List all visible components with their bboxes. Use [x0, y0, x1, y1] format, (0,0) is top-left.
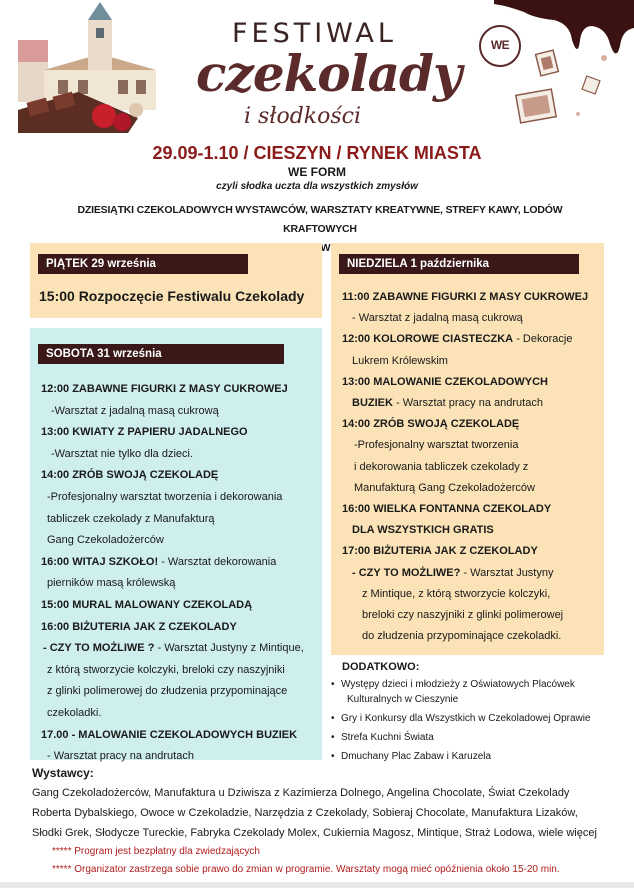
schedule-line [342, 373, 548, 391]
schedule-line-title: 17.00 - MALOWANIE CZEKOLADOWYCH BUZIEK [41, 728, 298, 741]
sunday-heading: NIEDZIELA 1 października [339, 254, 579, 274]
schedule-line-text: Gang Czekoladożerców [47, 534, 164, 547]
tagline: czyli słodka uczta dla wszystkich zmysłów [216, 181, 418, 192]
schedule-line [47, 682, 287, 700]
schedule-line-title: 16:00 WIELKA FONTANNA CZEKOLADY [342, 503, 552, 515]
friday-opening: 15:00 Rozpoczęcie Festiwalu Czekolady [39, 288, 305, 304]
note-free: ***** Program jest bezpłatny dla zwiedzających [52, 846, 260, 857]
schedule-line-text: breloki czy naszyjniki z glinki polimerowej [362, 609, 564, 621]
schedule-line [51, 445, 193, 463]
exhibitors-line: Słodki Grek, Słodycze Tureckie, Fabryka Czekolady Molex, Cukiernia Magosz, Mintique, Straż Lodowa, wiele więcej [32, 827, 597, 839]
schedule-line-title: 17:00 BIŻUTERIA JAK Z CZEKOLADY [342, 545, 538, 558]
schedule-line-text: -Profesjonalny warsztat tworzenia [354, 439, 519, 452]
list-item: Kulturalnych w Cieszynie [347, 694, 459, 705]
additions-list [331, 677, 591, 764]
title-czekolady: czekolady [196, 44, 462, 103]
list-item: • Występy dzieci i młodzieży z Oświatowych Placówek [331, 679, 575, 690]
schedule-line [362, 606, 563, 624]
schedule-line-text: -Warsztat z jadalną masą cukrową [51, 404, 219, 417]
header [0, 0, 634, 140]
chocolate-pieces-decoration [508, 40, 618, 132]
schedule-line-title: - CZY TO MOŻLIWE? [352, 566, 461, 579]
schedule-line [47, 574, 175, 592]
schedule-line-title: 15:00 MURAL MALOWANY CZEKOLADĄ [41, 599, 253, 611]
schedule-line-text: pierników masą królewską [47, 577, 176, 590]
schedule-line [41, 553, 276, 571]
exhibitors-heading: Wystawcy: [32, 766, 94, 780]
schedule-line [354, 458, 528, 476]
schedule-line [43, 639, 304, 657]
schedule-line [47, 488, 282, 506]
schedule-line-text: - Warsztat z jadalną masą cukrową [352, 312, 523, 325]
town-hall-illustration [18, 0, 156, 133]
schedule-line [342, 288, 588, 306]
schedule-line-text: z Mintique, z którą stworzycie kolczyki, [362, 587, 551, 600]
schedule-line [47, 510, 215, 528]
bottom-border [0, 882, 634, 888]
organizer-name: WE FORM [288, 165, 346, 179]
schedule-line-text: - Warsztat Justyny z Mintique, [154, 642, 304, 655]
schedule-line-title: BUZIEK [352, 397, 393, 409]
schedule-line [51, 402, 219, 420]
exhibitors-line: Roberta Dybalskiego, Owoce w Czekoladzie, Narzędzia z Czekolady, Sobieraj Chocolate, Manufaktura Lizaków, [32, 807, 578, 819]
schedule-line [47, 704, 101, 722]
list-item: • Strefa Kuchni Świata [331, 732, 434, 743]
event-dates: 29.09-1.10 / CIESZYN / RYNEK MIASTA [152, 143, 482, 163]
schedule-line [352, 521, 494, 539]
schedule-line-text: - Warsztat pracy na andrutach [392, 397, 543, 409]
schedule-line-title: 12:00 ZABAWNE FIGURKI Z MASY CUKROWEJ [41, 383, 288, 395]
schedule-line [354, 436, 518, 454]
schedule-line-title: 16:00 WITAJ SZKOŁO! [41, 555, 159, 568]
schedule-line [41, 423, 248, 441]
schedule-line [362, 585, 550, 603]
schedule-line-text: - Warsztat pracy na andrutach [47, 750, 194, 763]
schedule-line-title: - CZY TO MOŻLIWE ? [43, 642, 155, 655]
schedule-line-text: Manufakturą Gang Czekoladożerców [354, 481, 535, 494]
schedule-line-title: 14:00 ZRÓB SWOJĄ CZEKOLADĘ [342, 418, 520, 431]
title-festiwal: FESTIWAL [232, 18, 397, 49]
exhibitors-list [32, 783, 617, 843]
schedule-line-title: DLA WSZYSTKICH GRATIS [352, 524, 494, 537]
schedule-line [352, 394, 543, 412]
schedule-line [41, 380, 288, 398]
list-item: • Gry i Konkursy dla Wszystkich w Czekoladowej Oprawie [331, 713, 591, 724]
schedule-line-text: z którą stworzycie kolczyki, breloki czy naszyjniki [47, 663, 285, 676]
schedule-line [352, 352, 448, 370]
schedule-line-text: i dekorowania tabliczek czekolady z [354, 460, 529, 473]
schedule-line-title: 13:00 MALOWANIE CZEKOLADOWYCH [342, 375, 548, 388]
schedule-line [352, 564, 553, 582]
schedule-line [41, 618, 237, 636]
schedule-line-text: -Warsztat nie tylko dla dzieci. [51, 447, 194, 460]
schedule-line [47, 747, 194, 765]
schedule-line [342, 500, 551, 518]
schedule-line-text: - Dekoracje [513, 333, 573, 346]
schedule-line [352, 309, 523, 327]
schedule-line [342, 415, 519, 433]
schedule-line [342, 542, 538, 560]
schedule-line-text: czekoladki. [47, 707, 102, 719]
saturday-heading: SOBOTA 31 września [38, 344, 284, 364]
schedule-line-text: tabliczek czekolady z Manufakturą [47, 512, 215, 525]
schedule-line-title: 16:00 BIŻUTERIA JAK Z CZEKOLADY [41, 620, 237, 633]
exhibitors-line: Gang Czekoladożerców, Manufaktura u Dziwisza z Kazimierza Dolnego, Angelina Chocolate, Świat Czekolady [32, 787, 570, 799]
schedule-line-text: z glinki polimerowej do złudzenia przypominające [47, 685, 288, 698]
schedule-line-title: 13:00 KWIATY Z PAPIERU JADALNEGO [41, 426, 248, 439]
schedule-line [47, 661, 285, 679]
title-slodkosci: i słodkości [244, 104, 362, 129]
schedule-line [41, 726, 297, 744]
schedule-line [41, 596, 252, 614]
schedule-line [41, 466, 218, 484]
schedule-line-text: - Warsztat dekorowania [158, 555, 277, 568]
note-changes: ***** Organizator zastrzega sobie prawo do zmian w programie. Warsztaty mogą mieć opóźnienia około 15-20 min. [52, 864, 560, 875]
schedule-line-text: do złudzenia przypominające czekoladki. [362, 630, 562, 643]
schedule-line-text: -Profesjonalny warsztat tworzenia i dekorowania [47, 491, 283, 503]
logo-text: WE [490, 38, 510, 52]
schedule-line [362, 627, 561, 645]
schedule-line-title: 11:00 ZABAWNE FIGURKI Z MASY CUKROWEJ [342, 291, 589, 303]
schedule-line-title: 14:00 ZRÓB SWOJĄ CZEKOLADĘ [41, 469, 219, 482]
list-item: • Dmuchany Plac Zabaw i Karuzela [331, 751, 492, 762]
schedule-line [354, 479, 535, 497]
schedule-line-text: - Warsztat Justyny [460, 566, 554, 579]
schedule-line-text: Lukrem Królewskim [352, 354, 448, 367]
friday-heading: PIĄTEK 29 września [38, 254, 248, 274]
schedule-line-title: 12:00 KOLOROWE CIASTECZKA [342, 333, 514, 346]
schedule-line [342, 330, 572, 348]
lead-line-1: DZIESIĄTKI CZEKOLADOWYCH WYSTAWCÓW, WARSZTATY KREATYWNE, STREFY KAWY, LODÓW KRAFTOWYCH [77, 204, 563, 235]
schedule-line [47, 531, 164, 549]
additions-heading: DODATKOWO: [342, 661, 420, 673]
